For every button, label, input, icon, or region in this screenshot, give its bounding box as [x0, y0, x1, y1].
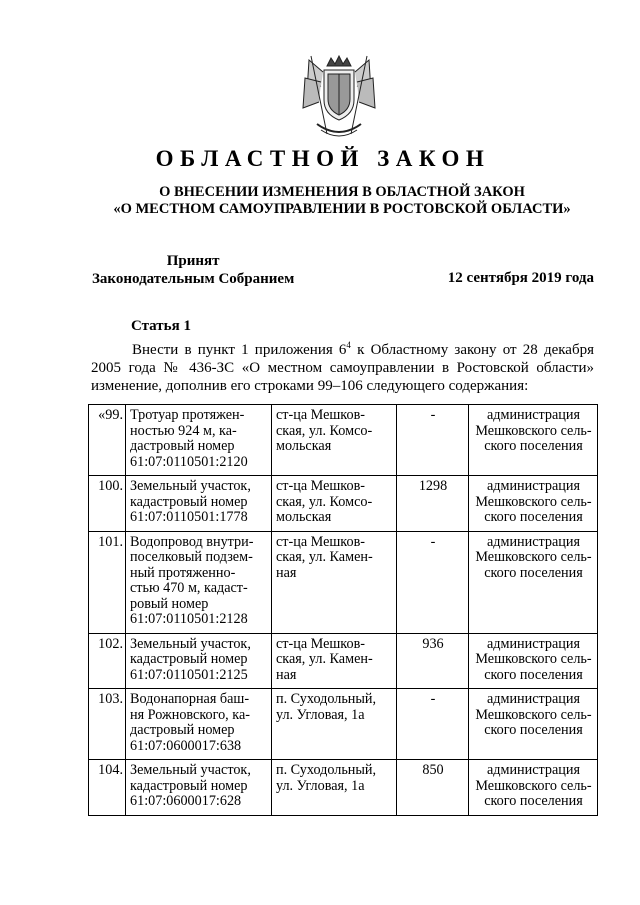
name-line: дастровый номер — [130, 722, 235, 738]
owner-line: ского поселения — [484, 722, 583, 738]
location-cell — [272, 476, 397, 532]
location-cell — [272, 405, 397, 476]
name-line: ный протяженно- — [130, 564, 236, 581]
name-line: Земельный участок, — [130, 762, 251, 778]
owner-line: ского поселения — [484, 666, 583, 683]
table-row — [89, 476, 598, 532]
row-number-cell: 104. — [89, 760, 126, 816]
location-line: ст-ца Мешков- — [276, 478, 365, 494]
name-line: кадастровый номер — [130, 651, 248, 667]
adoption-date: 12 сентября 2019 года — [447, 270, 594, 286]
location-line: ская, ул. Камен- — [276, 549, 373, 565]
document-title: ОБЛАСТНОЙ ЗАКОН — [155, 146, 491, 171]
name-line: 61:07:0110501:2120 — [130, 453, 248, 470]
name-line: Тротуар протяжен- — [130, 407, 245, 423]
object-name-cell — [126, 760, 272, 816]
object-name-cell — [126, 531, 272, 633]
owner-line: Мешковского сель- — [475, 549, 592, 565]
row-number-cell: 103. — [89, 689, 126, 760]
name-line: ня Рожновского, ка- — [130, 706, 250, 723]
location-line: мольская — [276, 509, 332, 525]
location-line: ст-ца Мешков- — [276, 407, 365, 423]
name-line: 61:07:0600017:638 — [130, 737, 242, 754]
location-cell — [272, 760, 397, 816]
owner-line: ского поселения — [484, 509, 583, 525]
location-line: ул. Угловая, 1а — [276, 706, 365, 723]
location-cell — [272, 633, 397, 689]
location-cell — [272, 531, 397, 633]
owner-cell — [469, 633, 598, 689]
owner-line: администрация — [486, 407, 581, 423]
owner-line: администрация — [486, 635, 581, 652]
location-line: ская, ул. Комсо- — [276, 493, 373, 510]
table-row — [89, 760, 598, 816]
location-line: ст-ца Мешков- — [276, 635, 365, 652]
owner-line: ского поселения — [484, 564, 583, 581]
name-line: кадастровый номер — [130, 777, 248, 794]
article-heading: Статья 1 — [131, 318, 191, 334]
adoption-line-1: Принят — [166, 253, 220, 269]
name-line: Земельный участок, — [130, 478, 251, 494]
area-value-cell: 1298 — [397, 476, 469, 532]
location-line: ская, ул. Комсо- — [276, 422, 373, 439]
adoption-block — [92, 253, 294, 288]
row-number-cell: 100. — [89, 476, 126, 532]
location-line: п. Суходольный, — [276, 762, 377, 778]
owner-line: администрация — [486, 691, 581, 707]
location-line: ская, ул. Камен- — [276, 651, 373, 667]
area-value-cell: 936 — [397, 633, 469, 689]
location-cell — [272, 689, 397, 760]
subtitle-line-1: О ВНЕСЕНИИ ИЗМЕНЕНИЯ В ОБЛАСТНОЙ ЗАКОН — [159, 184, 525, 200]
name-line: кадастровый номер — [130, 493, 248, 510]
name-line: 61:07:0110501:1778 — [130, 509, 248, 525]
location-line: мольская — [276, 438, 332, 454]
owner-line: Мешковского сель- — [475, 422, 592, 439]
location-line: ст-ца Мешков- — [276, 533, 365, 550]
name-line: 61:07:0600017:628 — [130, 793, 242, 809]
area-value-cell: - — [397, 689, 469, 760]
owner-line: Мешковского сель- — [475, 651, 592, 667]
object-name-cell — [126, 633, 272, 689]
owner-cell — [469, 405, 598, 476]
name-line: 61:07:0110501:2125 — [130, 666, 248, 683]
table-row — [89, 689, 598, 760]
adoption-line-2: Законодательным Собранием — [92, 270, 295, 287]
object-name-cell — [126, 476, 272, 532]
owner-line: ского поселения — [484, 793, 583, 809]
table-row — [89, 633, 598, 689]
name-line: Земельный участок, — [130, 635, 251, 652]
location-line: ная — [276, 666, 297, 683]
owner-line: Мешковского сель- — [475, 777, 592, 794]
table-row — [89, 531, 598, 633]
owner-cell — [469, 760, 598, 816]
name-line: Водопровод внутри- — [130, 533, 254, 550]
name-line: 61:07:0110501:2128 — [130, 611, 248, 627]
owner-line: ского поселения — [484, 438, 583, 454]
table-row — [89, 405, 598, 476]
name-line: ровый номер — [130, 595, 209, 612]
article-superscript: 4 — [346, 340, 351, 350]
article-text — [91, 341, 594, 395]
owner-line: Мешковского сель- — [475, 493, 592, 510]
article-text-part-2: к Областному закону от 28 декабря 2005 года № 436-ЗС «О местном самоуправлении в Ростовской области» изменение, дополнив его строками 99–106 следующего содержания: — [91, 342, 594, 394]
location-line: п. Суходольный, — [276, 691, 377, 707]
subtitle-line-2: «О МЕСТНОМ САМОУПРАВЛЕНИИ В РОСТОВСКОЙ ОБЛАСТИ» — [113, 201, 571, 217]
owner-line: Мешковского сель- — [475, 706, 592, 723]
object-name-cell — [126, 689, 272, 760]
owner-line: администрация — [486, 762, 581, 778]
coat-of-arms-emblem — [297, 52, 381, 142]
property-table — [88, 404, 598, 816]
object-name-cell — [126, 405, 272, 476]
location-line: ул. Угловая, 1а — [276, 777, 365, 794]
owner-line: администрация — [486, 478, 581, 494]
area-value-cell: - — [397, 405, 469, 476]
name-line: поселковый подзем- — [130, 549, 253, 565]
owner-cell — [469, 531, 598, 633]
row-number-cell: «99. — [89, 405, 126, 476]
article-text-part-1: Внести в пункт 1 приложения 6 — [132, 342, 347, 358]
name-line: дастровый номер — [130, 438, 235, 454]
location-line: ная — [276, 564, 297, 581]
name-line: ностью 924 м, ка- — [130, 422, 237, 439]
name-line: стью 470 м, кадаст- — [130, 580, 248, 596]
area-value-cell: - — [397, 531, 469, 633]
row-number-cell: 102. — [89, 633, 126, 689]
document-subtitle — [0, 184, 640, 218]
row-number-cell: 101. — [89, 531, 126, 633]
area-value-cell: 850 — [397, 760, 469, 816]
owner-line: администрация — [486, 533, 581, 550]
owner-cell — [469, 476, 598, 532]
name-line: Водонапорная баш- — [130, 691, 250, 707]
owner-cell — [469, 689, 598, 760]
